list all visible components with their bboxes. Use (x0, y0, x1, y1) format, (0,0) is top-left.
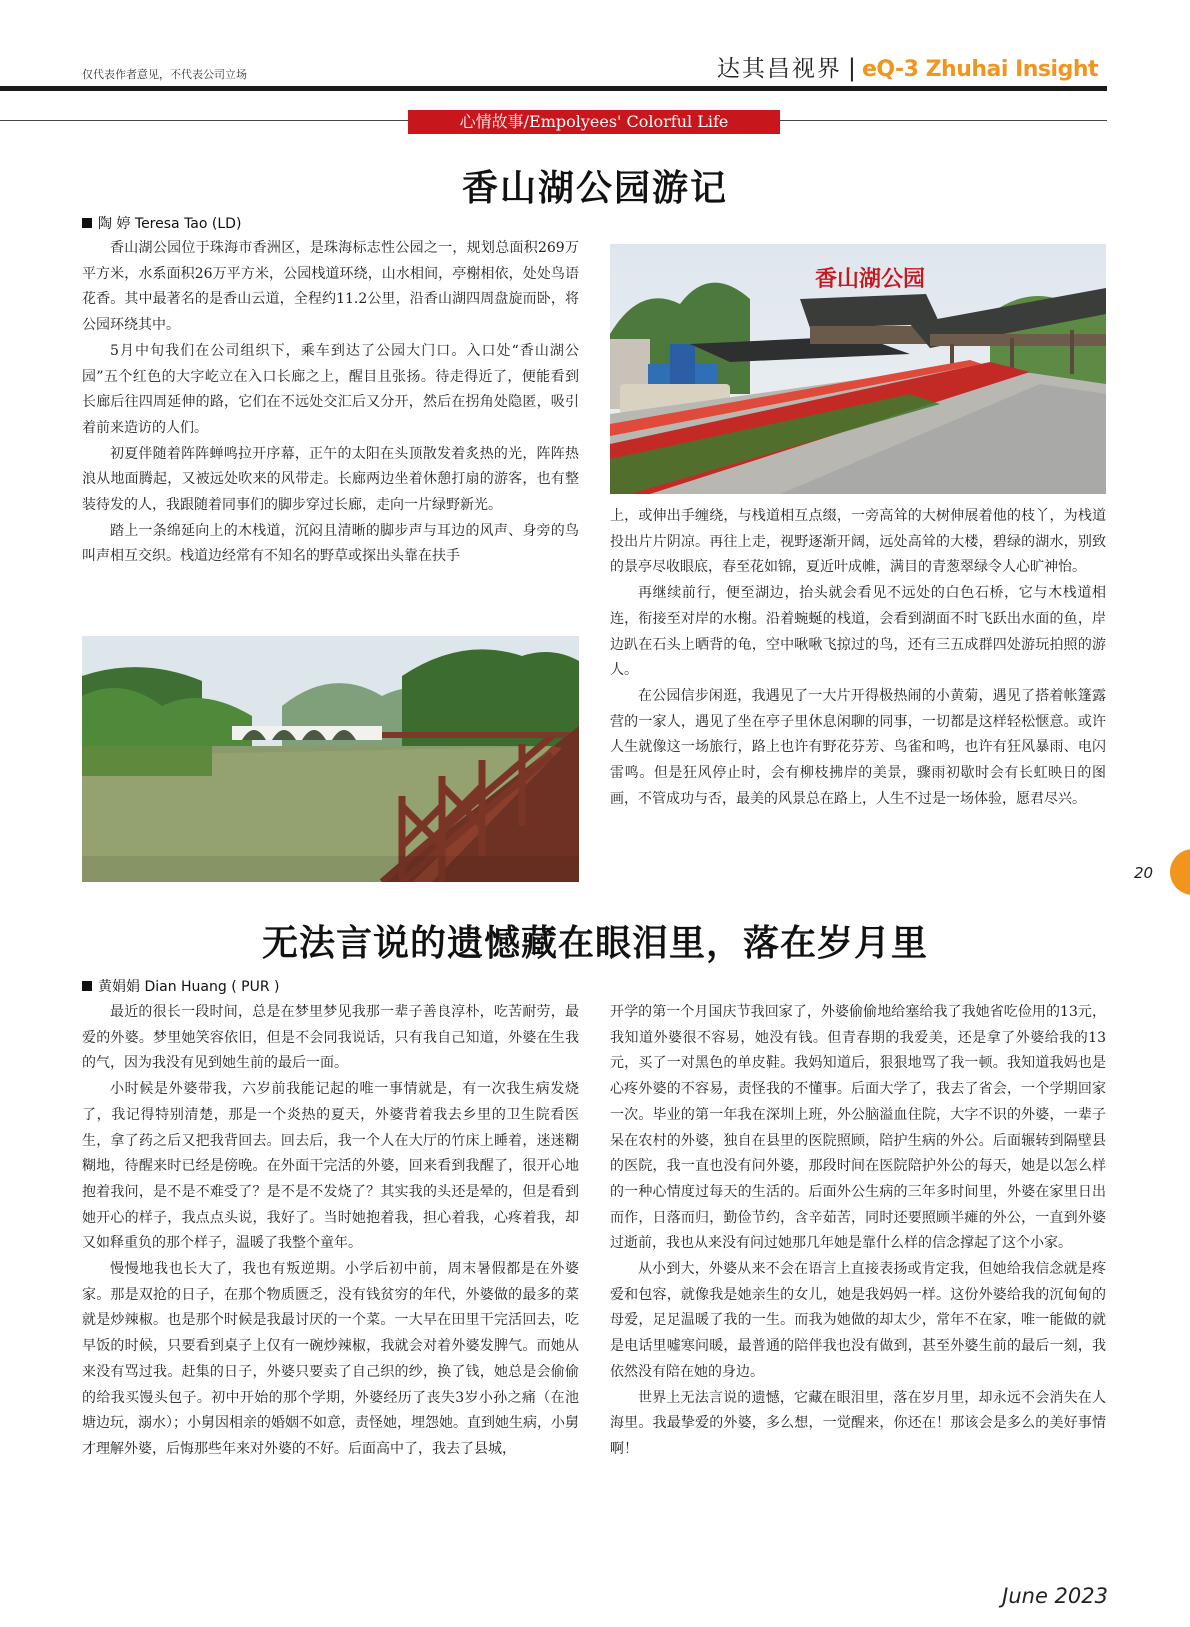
masthead (717, 50, 1098, 83)
header-rule (0, 86, 1107, 91)
disclaimer: 仅代表作者意见，不代表公司立场 (82, 68, 247, 81)
masthead-en: eQ-3 Zhuhai Insight (861, 57, 1098, 82)
article2-author: 黄娟娟 Dian Huang ( PUR ) (98, 979, 280, 995)
article2-right-column (610, 1000, 1106, 1463)
article2-title: 无法言说的遗憾藏在眼泪里，落在岁月里 (261, 922, 928, 964)
article1-right-column (610, 504, 1106, 812)
paragraph: 在公园信步闲逛，我遇见了一大片开得极热闹的小黄菊，遇见了搭着帐篷露营的一家人，遇见了坐在亭子里休息闲聊的同事，一切都是这样轻松惬意。或许人生就像这一场旅行，路上也许有野花芬芳、鸟雀和鸣，也许有狂风暴雨、电闪雷鸣。但是狂风停止时，会有柳枝拂岸的美景，骤雨初歇时会有长虹映日的图画，不管成功与否，最美的风景总在路上，人生不过是一场体验，愿君尽兴。 (610, 687, 1106, 807)
park-gate-illustration (610, 244, 1106, 494)
article1-title: 香山湖公园游记 (461, 167, 728, 209)
lake-bridge-photo (82, 636, 579, 882)
page-tab-marker (1170, 849, 1190, 895)
lake-bridge-illustration (82, 636, 579, 882)
paragraph: 小时候是外婆带我，六岁前我能记起的唯一事情就是，有一次我生病发烧了，我记得特别清楚，那是一个炎热的夏天，外婆背着我去乡里的卫生院看医生，拿了药之后又把我背回去。回去后，我一个人在大厅的竹床上睡着，迷迷糊糊地，待醒来时已经是傍晚。在外面干完活的外婆，回来看到我醒了，很开心地抱着我问，是不是不难受了？是不是不发烧了？其实我的头还是晕的，但是看到她开心的样子，我点点头说，我好了。当时她抱着我，担心着我，心疼着我，却又如释重负的那个样子，温暖了我整个童年。 (82, 1081, 579, 1252)
paragraph: 从小到大，外婆从来不会在语言上直接表扬或肯定我，但她给我信念就是疼爱和包容，就像我是她亲生的女儿，她是我妈妈一样。这份外婆给我的沉甸甸的母爱，足足温暖了我的一生。而我为她做的却太少，常年不在家，唯一能做的就是电话里嘘寒问暖，最普通的陪伴我也没有做到，甚至外婆生前的最后一刻，我依然没有陪在她的身边。 (610, 1261, 1106, 1380)
paragraph: 再继续前行，便至湖边，抬头就会看见不远处的白色石桥，它与木栈道相连，衔接至对岸的水榭。沿着蜿蜒的栈道，会看到湖面不时飞跃出水面的鱼，岸边趴在石头上晒背的龟，空中啾啾飞掠过的鸟，还有三五成群四处游玩拍照的游人。 (610, 585, 1106, 679)
section-banner: 心情故事/Empolyees' Colorful Life (408, 110, 780, 134)
page-number: 20 (1134, 864, 1154, 882)
paragraph: 初夏伴随着阵阵蝉鸣拉开序幕，正午的太阳在头顶散发着炙热的光，阵阵热浪从地面腾起，又被远处吹来的风带走。长廊两边坐着休憩打扇的游客，也有整装待发的人，我跟随着同事们的脚步穿过长廊，走向一片绿野新光。 (82, 445, 579, 514)
paragraph: 世界上无法言说的遗憾，它藏在眼泪里，落在岁月里，却永远不会消失在人海里。我最挚爱的外婆，多么想，一觉醒来，你还在！那该会是多么的美好事情啊！ (610, 1389, 1106, 1457)
paragraph: 5月中旬我们在公司组织下，乘车到达了公园大门口。入口处“香山湖公园”五个红色的大字屹立在入口长廊之上，醒目且张扬。待走得近了，便能看到长廊后往四周延伸的路，它们在不远处交汇后又分开，然后在拐角处隐匿，吸引着前来造访的人们。 (82, 342, 579, 436)
article1-left-column (82, 236, 579, 570)
byline-square-icon (82, 981, 92, 991)
paragraph: 最近的很长一段时间，总是在梦里梦见我那一辈子善良淳朴，吃苦耐劳，最爱的外婆。梦里她笑容依旧，但是不会同我说话，只有我自己知道，外婆在生我的气，因为我没有见到她生前的最后一面。 (82, 1004, 579, 1072)
issue-date: June 2023 (1002, 1584, 1108, 1608)
article2-left-column (82, 1000, 579, 1463)
paragraph: 香山湖公园位于珠海市香洲区，是珠海标志性公园之一，规划总面积269万平方米，水系面积26万平方米，公园栈道环绕，山水相间，亭榭相依，处处鸟语花香。其中最著名的是香山云道，全程约11.2公里，沿香山湖四周盘旋而卧，将公园环绕其中。 (82, 240, 579, 334)
article1-author: 陶 婷 Teresa Tao (LD) (98, 216, 242, 232)
masthead-cn: 达其昌视界 (716, 56, 842, 82)
paragraph: 踏上一条绵延向上的木栈道，沉闷且清晰的脚步声与耳边的风声、身旁的鸟叫声相互交织。栈道边经常有不知名的野草或探出头靠在扶手 (82, 522, 579, 565)
paragraph: 慢慢地我也长大了，我也有叛逆期。小学后初中前，周末暑假都是在外婆家。那是双抢的日子，在那个物质匮乏，没有钱贫穷的年代，外婆做的最多的菜就是炒辣椒。也是那个时候是我最讨厌的一个菜。一大早在田里干完活回去，吃早饭的时候，只要看到桌子上仅有一碗炒辣椒，我就会对着外婆发脾气。而她从来没有骂过我。赶集的日子，外婆只要卖了自己织的纱，换了钱，她总是会偷偷的给我买馒头包子。初中开始的那个学期，外婆经历了丧失3岁小孙之痛（在池塘边玩，溺水）；小舅因相亲的婚姻不如意，责怪她，埋怨她。直到她生病，小舅才理解外婆，后悔那些年来对外婆的不好。后面高中了，我去了县城， (82, 1261, 579, 1457)
paragraph: 开学的第一个月国庆节我回家了，外婆偷偷地给塞给我了我她省吃俭用的13元，我知道外婆很不容易，她没有钱。但青春期的我爱美，还是拿了外婆给我的13元，买了一对黑色的单皮鞋。我妈知道后，狠狠地骂了我一顿。我知道我妈也是心疼外婆的不容易，责怪我的不懂事。后面大学了，我去了省会，一个学期回家一次。毕业的第一年我在深圳上班，外公脑溢血住院，大字不识的外婆，一辈子呆在农村的外婆，独自在县里的医院照顾，陪护生病的外公。后面辗转到隔壁县的医院，我一直也没有问外婆，那段时间在医院陪护外公的每天，她是以怎么样的一种心情度过每天的生活的。后面外公生病的三年多时间里，外婆在家里日出而作，日落而归，勤俭节约，含辛茹苦，同时还要照顾半瘫的外公，一直到外婆过逝前，我也从来没有问过她那几年她是靠什么样的信念撑起了这个小家。 (610, 1004, 1106, 1252)
article2-byline (82, 976, 279, 996)
gate-sign-text: 香山湖公园 (815, 266, 926, 292)
paragraph: 上，或伸出手缠绕，与栈道相互点缀，一旁高耸的大树伸展着他的枝丫，为栈道投出片片阴凉。再往上走，视野逐渐开阔，远处高耸的大楼，碧绿的湖水，别致的景亭尽收眼底，春至花如锦，夏近叶成帷，满目的青葱翠绿令人心旷神怡。 (610, 508, 1106, 576)
masthead-divider: | (847, 54, 856, 82)
article1-byline (82, 213, 241, 233)
park-gate-photo (610, 244, 1106, 494)
byline-square-icon (82, 218, 92, 228)
